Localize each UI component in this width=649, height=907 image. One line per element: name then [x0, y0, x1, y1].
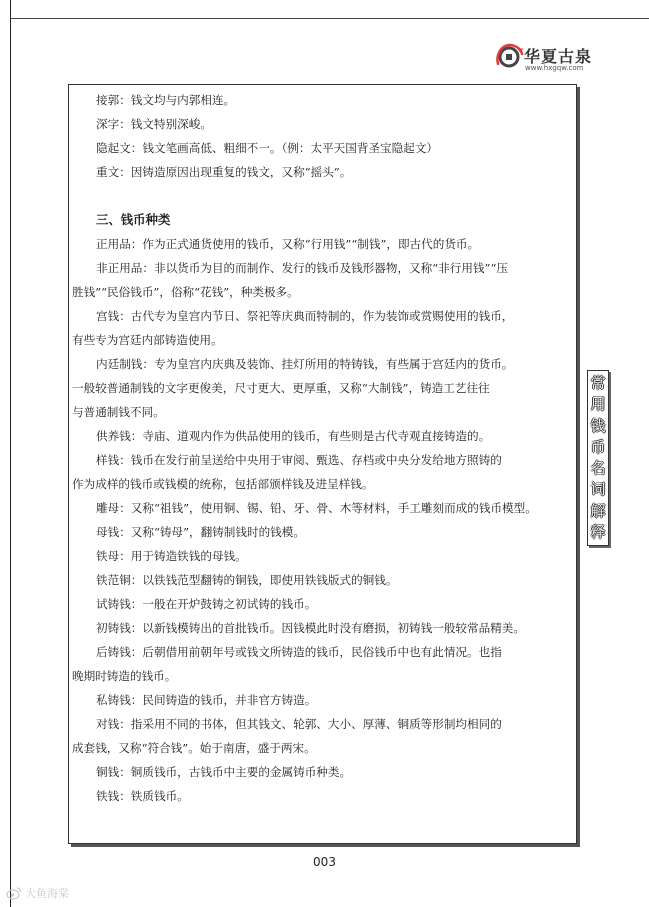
side-tab-char: 钱: [590, 416, 606, 435]
logo-url: www.hxgqw.com: [525, 64, 584, 72]
page-left-border: [10, 0, 11, 907]
paragraph-line: 宫钱：古代专为皇宫内节日、祭祀等庆典而特制的，作为装饰或赏赐使用的钱币，: [96, 309, 514, 323]
publisher-logo: [494, 42, 604, 82]
paragraph-line: 正用品：作为正式通货使用的钱币，又称“行用钱”“制钱”，即古代的货币。: [96, 237, 480, 251]
side-tab-char: 常: [590, 374, 606, 393]
side-tab-char: 用: [590, 395, 606, 414]
page-top-border: [10, 18, 649, 19]
paragraph-line: 母钱：又称“铸母”，翻铸制钱时的钱模。: [96, 525, 305, 539]
paragraph-line: 接郭：钱文均与内郭相连。: [96, 93, 236, 107]
paragraph-line: 晚期时铸造的钱币。: [72, 669, 177, 683]
dragon-coin-icon: [494, 42, 524, 72]
paragraph-line: 内廷制钱：专为皇宫内庆典及装饰、挂灯所用的特铸钱，有些属于宫廷内的货币。: [96, 357, 514, 371]
paragraph-line: 与普通制钱不同。: [72, 405, 165, 419]
paragraph-line: 后铸钱：后朝借用前朝年号或钱文所铸造的钱币，民俗钱币中也有此情况。也指: [96, 645, 502, 659]
watermark: [6, 885, 69, 901]
paragraph-line: 作为成样的钱币或钱模的统称，包括部颁样钱及进呈样钱。: [72, 477, 374, 491]
paragraph-line: 对钱：指采用不同的书体，但其钱文、轮郭、大小、厚薄、铜质等形制均相同的: [96, 717, 502, 731]
watermark-text: 大鱼海棠: [25, 887, 69, 900]
paragraph-line: 有些专为宫廷内部铸造使用。: [72, 333, 223, 347]
paragraph-line: 重文：因铸造原因出现重复的钱文，又称“摇头”。: [96, 165, 352, 179]
paragraph-line: 深字：钱文特别深峻。: [96, 117, 212, 131]
side-tab-char: 词: [590, 480, 606, 499]
logo-name: 华夏古泉: [524, 47, 593, 66]
paragraph-line: 铁母：用于铸造铁钱的母钱。: [96, 549, 247, 563]
side-tab-char: 释: [590, 522, 606, 541]
paragraph-line: 雕母：又称“祖钱”，使用铜、锡、铅、牙、骨、木等材料，手工雕刻而成的钱币模型。: [96, 501, 537, 515]
paragraph-line: 铁钱：铁质钱币。: [96, 789, 189, 803]
paragraph-line: 试铸钱：一般在开炉鼓铸之初试铸的钱币。: [96, 597, 317, 611]
page-number: 003: [313, 855, 336, 869]
paragraph-line: 非正用品：非以货币为目的而制作、发行的钱币及钱形器物，又称“非行用钱”“压: [96, 261, 508, 275]
section-heading: 三、钱币种类: [96, 212, 171, 227]
paragraph-line: 铜钱：铜质钱币，古钱币中主要的金属铸币种类。: [96, 765, 352, 779]
side-tab-char: 币: [590, 437, 606, 456]
side-tab-char: 名: [590, 459, 606, 478]
side-tab-char: 解: [590, 501, 606, 520]
paragraph-line: 隐起文：钱文笔画高低、粗细不一。（例：太平天国背圣宝隐起文）: [96, 141, 439, 155]
paragraph-line: 初铸钱：以新钱模铸出的首批钱币。因钱模此时没有磨损，初铸钱一般较常品精美。: [96, 621, 525, 635]
paragraph-line: 铁范铜：以铁钱范型翻铸的铜钱，即使用铁钱版式的铜钱。: [96, 573, 398, 587]
chapter-side-tab: [587, 370, 609, 546]
weibo-icon: [6, 886, 22, 900]
paragraph-line: 成套钱，又称“符合钱”。始于南唐，盛于两宋。: [72, 741, 316, 755]
paragraph-line: 胜钱”“民俗钱币”，俗称“花钱”，种类极多。: [72, 285, 299, 299]
paragraph-line: 样钱：钱币在发行前呈送给中央用于审阅、甄选、存档或中央分发给地方照铸的: [96, 453, 502, 467]
paragraph-line: 供养钱：寺庙、道观内作为供品使用的钱币，有些则是古代寺观直接铸造的。: [96, 429, 491, 443]
paragraph-line: 私铸钱：民间铸造的钱币，并非官方铸造。: [96, 693, 317, 707]
paragraph-line: 一般较普通制钱的文字更俊美，尺寸更大、更厚重，又称“大制钱”，铸造工艺往往: [72, 381, 490, 395]
